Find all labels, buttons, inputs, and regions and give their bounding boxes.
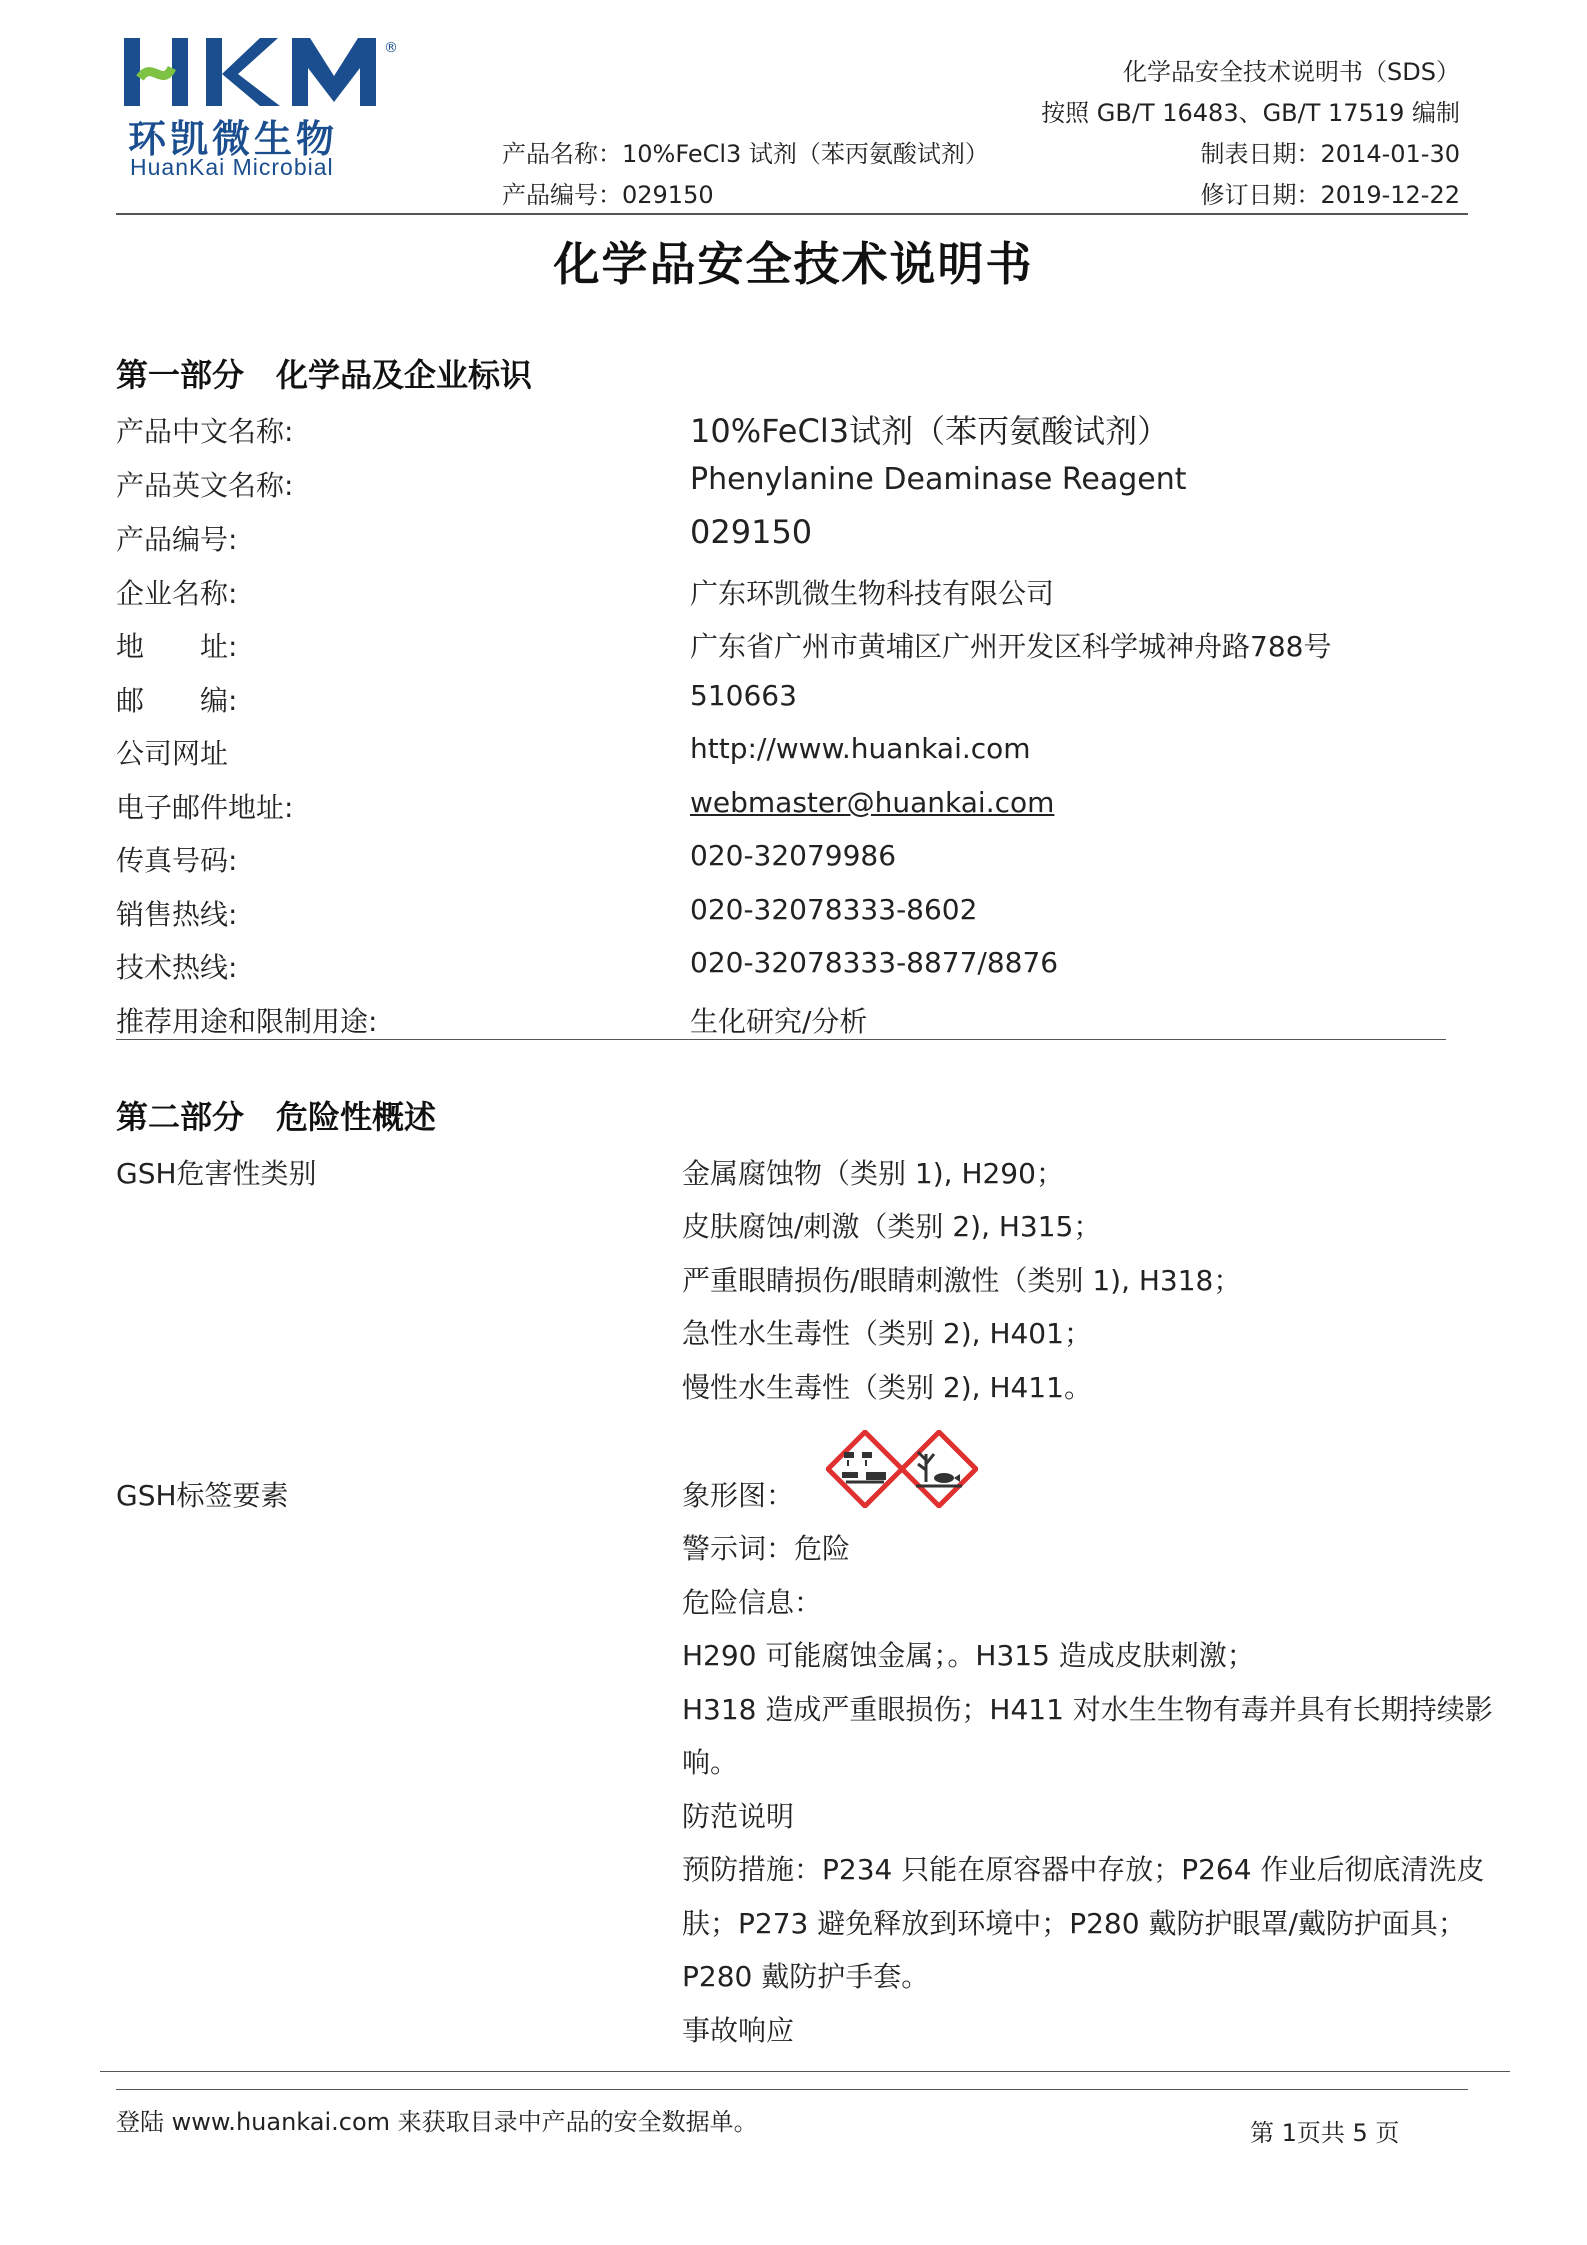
header-product-code: 产品编号：029150	[502, 181, 714, 209]
value-address: 广东省广州市黄埔区广州开发区科学城神舟路788号	[690, 630, 1332, 663]
footer-top-rule	[100, 2071, 1510, 2072]
value-cn-name: 10%FeCl3试剂（苯丙氨酸试剂）	[690, 412, 1170, 450]
section2-heading: 第二部分 危险性概述	[116, 1098, 437, 1136]
ghs-class-item: 慢性水生毒性（类别 2), H411。	[682, 1371, 1092, 1404]
prevention-line: 预防措施：P234 只能在原容器中存放；P264 作业后彻底清洗皮	[682, 1853, 1485, 1886]
label-sales-hotline: 销售热线:	[116, 898, 238, 931]
corrosion-pictogram-icon	[826, 1430, 904, 1508]
hazard-statement-line: H290 可能腐蚀金属；。H315 造成皮肤刺激；	[682, 1639, 1255, 1672]
label-cn-name: 产品中文名称:	[116, 415, 294, 448]
label-company: 企业名称:	[116, 577, 238, 610]
ghs-class-item: 金属腐蚀物（类别 1), H290；	[682, 1157, 1064, 1190]
label-postcode: 邮 编:	[116, 684, 238, 717]
value-postcode: 510663	[690, 679, 797, 712]
hazard-statement-line: 响。	[682, 1746, 739, 1779]
hkm-logo-icon	[122, 32, 412, 112]
label-usage: 推荐用途和限制用途:	[116, 1005, 378, 1038]
ghs-class-item: 严重眼睛损伤/眼睛刺激性（类别 1), H318；	[682, 1264, 1242, 1297]
header-revised-date: 修订日期：2019-12-22	[1200, 181, 1460, 209]
logo-chinese-name: 环凯微生物	[128, 117, 339, 161]
value-fax: 020-32079986	[690, 839, 897, 872]
value-tech-hotline: 020-32078333-8877/8876	[690, 946, 1059, 979]
signal-word: 警示词：危险	[682, 1532, 851, 1565]
section1-divider	[116, 1039, 1446, 1040]
page-number: 第 1页共 5 页	[1250, 2119, 1400, 2147]
label-en-name: 产品英文名称:	[116, 469, 294, 502]
response-title: 事故响应	[682, 2014, 795, 2047]
value-usage: 生化研究/分析	[690, 1005, 868, 1038]
section1-heading: 第一部分 化学品及企业标识	[116, 356, 533, 394]
header-created-date: 制表日期：2014-01-30	[1200, 140, 1460, 168]
value-product-code: 029150	[690, 513, 813, 551]
email-link[interactable]: webmaster@huankai.com	[690, 786, 1055, 819]
hazard-info-title: 危险信息：	[682, 1586, 823, 1619]
value-company: 广东环凯微生物科技有限公司	[690, 577, 1055, 610]
website-link[interactable]: http://www.huankai.com	[690, 732, 1031, 765]
hazard-statement-line: H318 造成严重眼损伤；H411 对水生生物有毒并具有长期持续影	[682, 1693, 1493, 1726]
company-logo	[122, 32, 412, 116]
pictogram-label: 象形图：	[682, 1479, 795, 1512]
ghs-class-label: GSH危害性类别	[116, 1157, 317, 1190]
ghs-class-item: 急性水生毒性（类别 2), H401；	[682, 1317, 1092, 1350]
label-tech-hotline: 技术热线:	[116, 951, 238, 984]
svg-text:®: ®	[384, 40, 398, 56]
label-address: 地 址:	[116, 630, 238, 663]
prevention-line: P280 戴防护手套。	[682, 1960, 930, 1993]
value-en-name: Phenylanine Deaminase Reagent	[690, 462, 1187, 497]
prevention-line: 肤；P273 避免释放到环境中；P280 戴防护眼罩/戴防护面具；	[682, 1907, 1466, 1940]
value-sales-hotline: 020-32078333-8602	[690, 893, 978, 926]
label-product-code: 产品编号:	[116, 523, 238, 556]
label-email: 电子邮件地址:	[116, 791, 294, 824]
header-product-name: 产品名称：10%FeCl3 试剂（苯丙氨酸试剂）	[502, 140, 989, 168]
environment-pictogram-icon	[900, 1430, 978, 1508]
label-fax: 传真号码:	[116, 844, 238, 877]
logo-english-name: HuanKai Microbial	[130, 154, 334, 180]
header-standard: 按照 GB/T 16483、GB/T 17519 编制	[1041, 99, 1460, 127]
footer-note: 登陆 www.huankai.com 来获取目录中产品的安全数据单。	[116, 2108, 758, 2136]
precaution-title: 防范说明	[682, 1800, 795, 1833]
header-doc-type: 化学品安全技术说明书（SDS）	[1123, 58, 1460, 86]
header-divider	[116, 213, 1468, 215]
ghs-label-elements-label: GSH标签要素	[116, 1479, 289, 1512]
label-website: 公司网址	[116, 737, 229, 770]
document-title: 化学品安全技术说明书	[553, 237, 1034, 291]
footer-rule	[116, 2089, 1468, 2090]
ghs-class-item: 皮肤腐蚀/刺激（类别 2), H315；	[682, 1210, 1102, 1243]
